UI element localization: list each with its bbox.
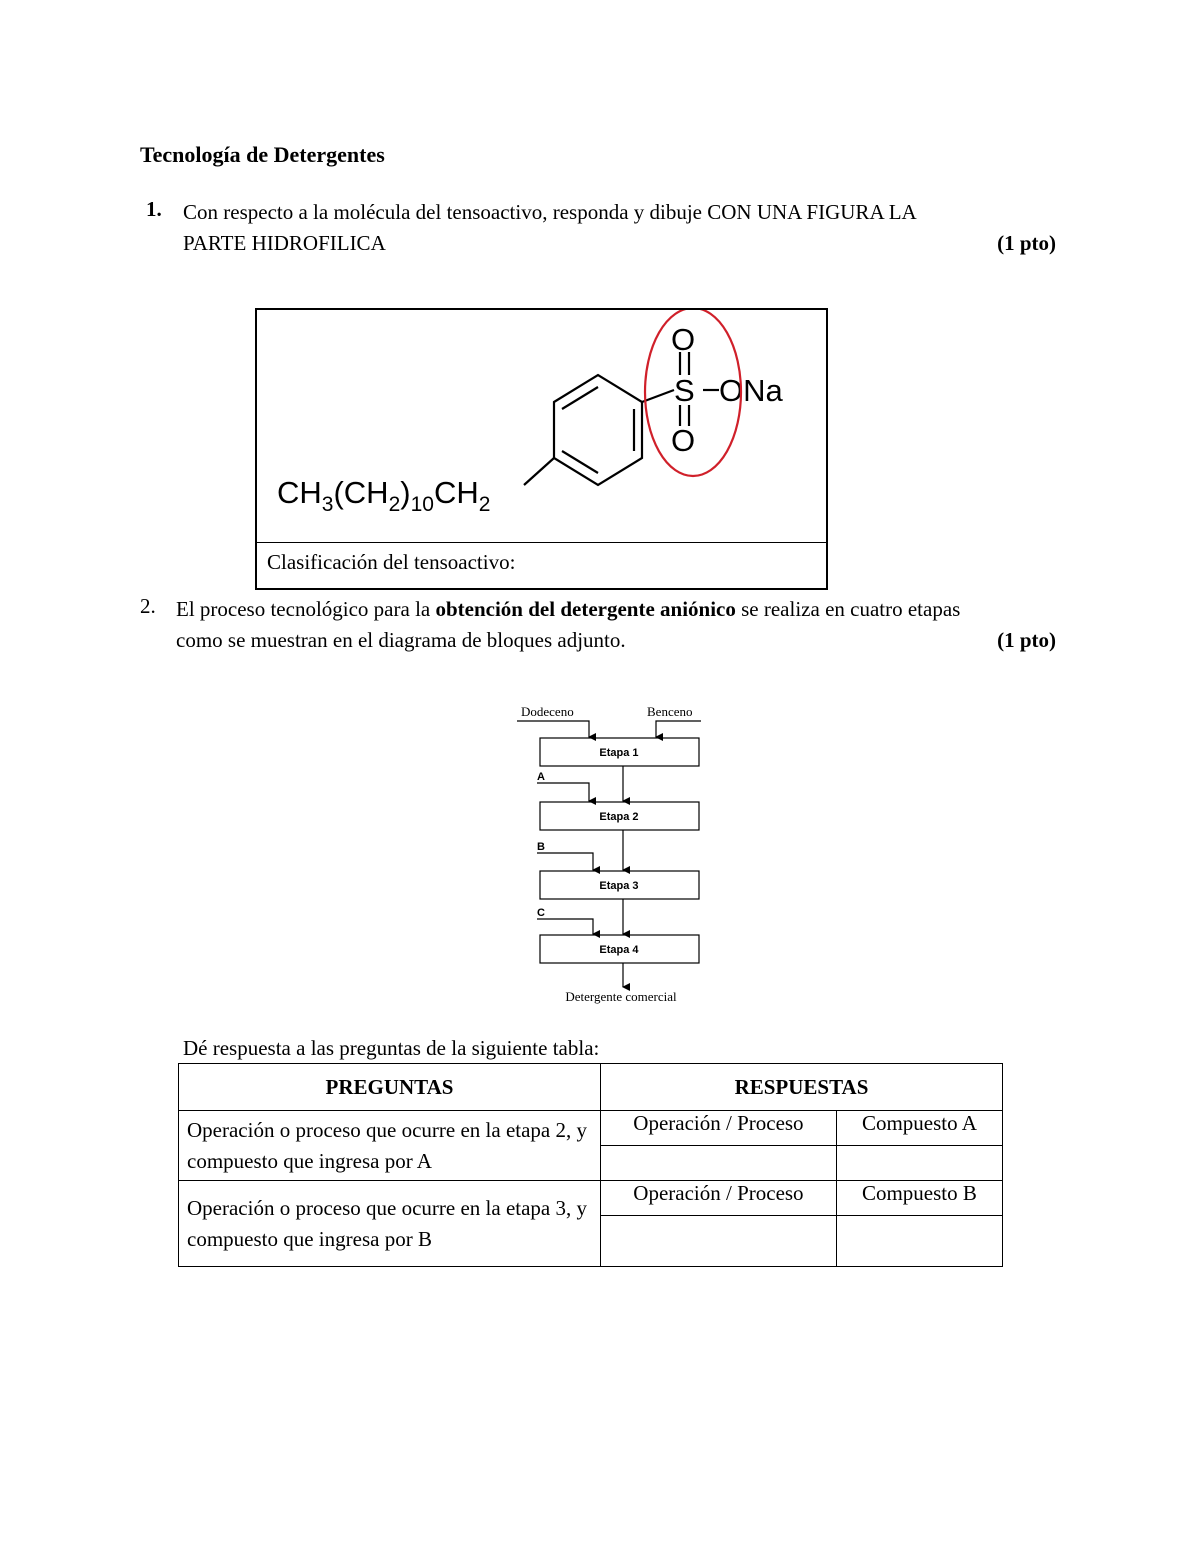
benzene-ring: [524, 352, 719, 485]
stage-4-label: Etapa 4: [599, 944, 639, 956]
stage-2-label: Etapa 2: [599, 811, 639, 823]
header-respuestas: RESPUESTAS: [601, 1064, 1003, 1111]
subheader-operation-2: Operación / Proceso: [601, 1181, 837, 1216]
side-input-a: A: [537, 771, 545, 783]
table-intro: Dé respuesta a las preguntas de la siguiente tabla:: [183, 1036, 600, 1060]
table-row: [179, 1181, 1003, 1216]
side-input-b: B: [537, 841, 545, 853]
output-detergente-comercial: Detergente comercial: [565, 989, 677, 1004]
stage-3-label: Etapa 3: [599, 880, 639, 892]
answer-compound-b[interactable]: [836, 1216, 1002, 1267]
sulfur-atom: S: [674, 373, 695, 408]
oxygen-top: O: [671, 322, 696, 357]
molecule-structure: [257, 310, 826, 540]
answers-table: [178, 1063, 1003, 1267]
answer-operation-stage-3[interactable]: [601, 1216, 837, 1267]
question-1-line-2: [183, 228, 1056, 259]
classification-label: Clasificación del tensoactivo:: [267, 550, 516, 574]
stage-1-label: Etapa 1: [599, 747, 639, 759]
answer-operation-stage-2[interactable]: [601, 1146, 837, 1181]
question-cell-stage-3: Operación o proceso que ocurre en la etapa 3, y compuesto que ingresa por B: [179, 1181, 601, 1267]
input-dodeceno: Dodeceno: [521, 704, 574, 719]
subheader-operation-1: Operación / Proceso: [601, 1111, 837, 1146]
question-1-text: [183, 197, 1056, 259]
question-2-bold-text: obtención del detergente aniónico: [435, 597, 736, 621]
subheader-compound-a: Compuesto A: [836, 1111, 1002, 1146]
question-2-line-2: [176, 625, 1056, 656]
question-2-line-1: [176, 594, 1056, 625]
molecule-box-divider: [257, 542, 826, 543]
side-input-c: C: [537, 907, 545, 919]
block-flow-diagram: [505, 700, 735, 1010]
question-2-number: 2.: [140, 594, 156, 618]
answer-compound-a[interactable]: [836, 1146, 1002, 1181]
question-1-number: 1.: [146, 197, 162, 221]
question-2-points: (1 pto): [997, 628, 1056, 652]
question-2-text-part-1: El proceso tecnológico para la: [176, 597, 436, 621]
molecule-box: [255, 308, 828, 590]
question-1-line-2-text: PARTE HIDROFILICA: [183, 231, 386, 255]
question-2-text: [176, 594, 1056, 656]
sodium-group: ONa: [719, 373, 783, 408]
input-benceno: Benceno: [647, 704, 693, 719]
table-row: [179, 1111, 1003, 1146]
header-preguntas: PREGUNTAS: [179, 1064, 601, 1111]
question-2-line-2-text: como se muestran en el diagrama de bloques adjunto.: [176, 628, 626, 652]
chain-formula: $CH_3(CH_2)_{10}CH_2$: [277, 475, 491, 516]
table-header-row: [179, 1064, 1003, 1111]
question-1-points: (1 pto): [997, 231, 1056, 255]
page-title: Tecnología de Detergentes: [140, 142, 385, 167]
question-cell-stage-2: Operación o proceso que ocurre en la etapa 2, y compuesto que ingresa por A: [179, 1111, 601, 1181]
subheader-compound-b: Compuesto B: [836, 1181, 1002, 1216]
question-1-line-1: Con respecto a la molécula del tensoactivo, responda y dibuje CON UNA FIGURA LA: [183, 200, 917, 224]
oxygen-bottom: O: [671, 423, 696, 458]
question-2-text-part-2: se realiza en cuatro etapas: [735, 597, 961, 621]
